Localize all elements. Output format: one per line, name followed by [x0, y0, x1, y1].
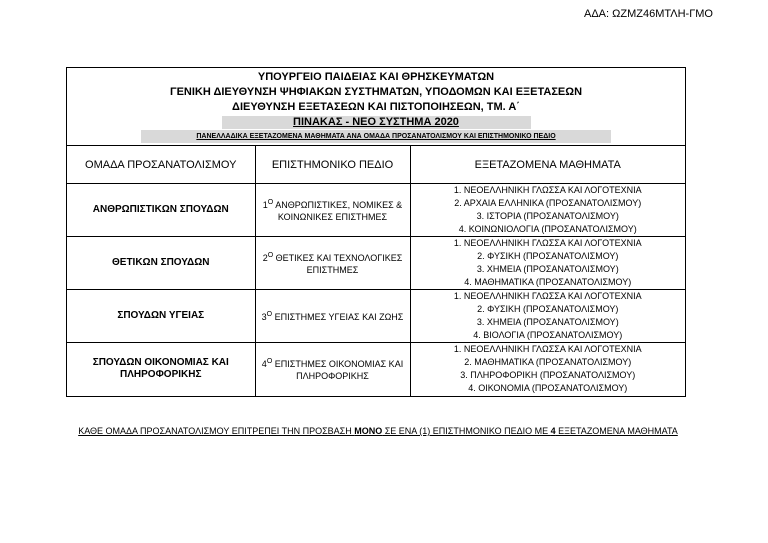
- subject-item: 4. ΟΙΚΟΝΟΜΙΑ (ΠΡΟΣΑΝΑΤΟΛΙΣΜΟΥ): [468, 383, 628, 394]
- table-subtitle: ΠΑΝΕΛΛΑΔΙΚΑ ΕΞΕΤΑΖΟΜΕΝΑ ΜΑΘΗΜΑΤΑ ΑΝΑ ΟΜΑΔΑ ΠΡΟΣΑΝΑΤΟΛΙΣΜΟΥ ΚΑΙ ΕΠΙΣΤΗΜΟΝΙΚΟ ΠΕΔΙΟ: [141, 130, 611, 143]
- subject-item: 1. ΝΕΟΕΛΛΗΝΙΚΗ ΓΛΩΣΣΑ ΚΑΙ ΛΟΓΟΤΕΧΝΙΑ: [453, 344, 642, 355]
- group-name: ΣΠΟΥΔΩΝ ΟΙΚΟΝΟΜΙΑΣ ΚΑΙ ΠΛΗΡΟΦΟΡΙΚΗΣ: [67, 343, 255, 396]
- table-title: ΠΙΝΑΚΑΣ - ΝΕΟ ΣΥΣΤΗΜΑ 2020: [222, 116, 531, 129]
- document-table: [66, 67, 686, 397]
- exam-subjects: [410, 343, 685, 396]
- column-header-group: ΟΜΑΔΑ ΠΡΟΣΑΝΑΤΟΛΙΣΜΟΥ: [67, 146, 255, 184]
- ada-code: ΑΔΑ: ΩΖΜΖ46ΜΤΛΗ-ΓΜΟ: [584, 8, 713, 20]
- table-row: [67, 290, 685, 343]
- exam-subjects: [410, 184, 685, 237]
- subject-item: 2. ΦΥΣΙΚΗ (ΠΡΟΣΑΝΑΤΟΛΙΣΜΟΥ): [477, 251, 619, 261]
- subjects-grid: [67, 145, 685, 396]
- group-name: ΑΝΘΡΩΠΙΣΤΙΚΩΝ ΣΠΟΥΔΩΝ: [67, 184, 255, 237]
- directorate-general-line: ΓΕΝΙΚΗ ΔΙΕΥΘΥΝΣΗ ΨΗΦΙΑΚΩΝ ΣΥΣΤΗΜΑΤΩΝ, ΥΠΟΔΟΜΩΝ ΚΑΙ ΕΞΕΤΑΣΕΩΝ: [169, 86, 583, 98]
- table-row: [67, 343, 685, 396]
- scientific-field: $2^O$ ΘΕΤΙΚΕΣ ΚΑΙ ΤΕΧΝΟΛΟΓΙΚΕΣ ΕΠΙΣΤΗΜΕΣ: [255, 237, 410, 290]
- exam-subjects: [410, 290, 685, 343]
- subject-item: 3. ΠΛΗΡΟΦΟΡΙΚΗ (ΠΡΟΣΑΝΑΤΟΛΙΣΜΟΥ): [460, 370, 636, 381]
- document-header: [67, 68, 685, 115]
- table-row: [67, 237, 685, 290]
- table-row: [67, 184, 685, 237]
- subject-item: 1. ΝΕΟΕΛΛΗΝΙΚΗ ΓΛΩΣΣΑ ΚΑΙ ΛΟΓΟΤΕΧΝΙΑ: [453, 238, 642, 248]
- directorate-line: ΔΙΕΥΘΥΝΣΗ ΕΞΕΤΑΣΕΩΝ ΚΑΙ ΠΙΣΤΟΠΟΙΗΣΕΩΝ, ΤΜ. Α΄: [232, 101, 520, 113]
- subject-item: 1. ΝΕΟΕΛΛΗΝΙΚΗ ΓΛΩΣΣΑ ΚΑΙ ΛΟΓΟΤΕΧΝΙΑ: [453, 185, 642, 195]
- ministry-line: ΥΠΟΥΡΓΕΙΟ ΠΑΙΔΕΙΑΣ ΚΑΙ ΘΡΗΣΚΕΥΜΑΤΩΝ: [257, 71, 495, 83]
- subject-item: 3. ΧΗΜΕΙΑ (ΠΡΟΣΑΝΑΤΟΛΙΣΜΟΥ): [476, 264, 619, 274]
- subject-item: 2. ΑΡΧΑΙΑ ΕΛΛΗΝΙΚΑ (ΠΡΟΣΑΝΑΤΟΛΙΣΜΟΥ): [454, 198, 642, 208]
- subject-item: 4. ΒΙΟΛΟΓΙΑ (ΠΡΟΣΑΝΑΤΟΛΙΣΜΟΥ): [473, 330, 623, 340]
- column-header-row: [67, 146, 685, 184]
- subject-item: 1. ΝΕΟΕΛΛΗΝΙΚΗ ΓΛΩΣΣΑ ΚΑΙ ΛΟΓΟΤΕΧΝΙΑ: [453, 291, 642, 301]
- subject-item: 2. ΜΑΘΗΜΑΤΙΚΑ (ΠΡΟΣΑΝΑΤΟΛΙΣΜΟΥ): [464, 357, 632, 368]
- group-name: ΘΕΤΙΚΩΝ ΣΠΟΥΔΩΝ: [67, 237, 255, 290]
- subject-item: 3. ΧΗΜΕΙΑ (ΠΡΟΣΑΝΑΤΟΛΙΣΜΟΥ): [476, 317, 619, 327]
- subject-item: 4. ΜΑΘΗΜΑΤΙΚΑ (ΠΡΟΣΑΝΑΤΟΛΙΣΜΟΥ): [464, 277, 632, 287]
- subject-item: 4. ΚΟΙΝΩΝΙΟΛΟΓΙΑ (ΠΡΟΣΑΝΑΤΟΛΙΣΜΟΥ): [458, 224, 637, 234]
- scientific-field: $3^O$ ΕΠΙΣΤΗΜΕΣ ΥΓΕΙΑΣ ΚΑΙ ΖΩΗΣ: [255, 290, 410, 343]
- subject-item: 3. ΙΣΤΟΡΙΑ (ΠΡΟΣΑΝΑΤΟΛΙΣΜΟΥ): [476, 211, 619, 221]
- column-header-subjects: ΕΞΕΤΑΖΟΜΕΝΑ ΜΑΘΗΜΑΤΑ: [410, 146, 685, 184]
- subject-item: 2. ΦΥΣΙΚΗ (ΠΡΟΣΑΝΑΤΟΛΙΣΜΟΥ): [477, 304, 619, 314]
- group-name: ΣΠΟΥΔΩΝ ΥΓΕΙΑΣ: [67, 290, 255, 343]
- column-header-field: ΕΠΙΣΤΗΜΟΝΙΚΟ ΠΕΔΙΟ: [255, 146, 410, 184]
- exam-subjects: [410, 237, 685, 290]
- scientific-field: $4^O$ ΕΠΙΣΤΗΜΕΣ ΟΙΚΟΝΟΜΙΑΣ ΚΑΙ ΠΛΗΡΟΦΟΡΙΚΗΣ: [255, 343, 410, 396]
- scientific-field: $1^O$ ΑΝΘΡΩΠΙΣΤΙΚΕΣ, ΝΟΜΙΚΕΣ & ΚΟΙΝΩΝΙΚΕΣ ΕΠΙΣΤΗΜΕΣ: [255, 184, 410, 237]
- footer-note: ΚΑΘΕ ΟΜΑΔΑ ΠΡΟΣΑΝΑΤΟΛΙΣΜΟΥ ΕΠΙΤΡΕΠΕΙ ΤΗΝ ΠΡΟΣΒΑΣΗ ΜΟΝΟ ΣΕ ΕΝΑ (1) ΕΠΙΣΤΗΜΟΝΙΚΟ ΠΕΔΙΟ ΜΕ 4 ΕΞΕΤΑΖΟΜΕΝΑ ΜΑΘΗΜΑΤΑ: [78, 426, 678, 436]
